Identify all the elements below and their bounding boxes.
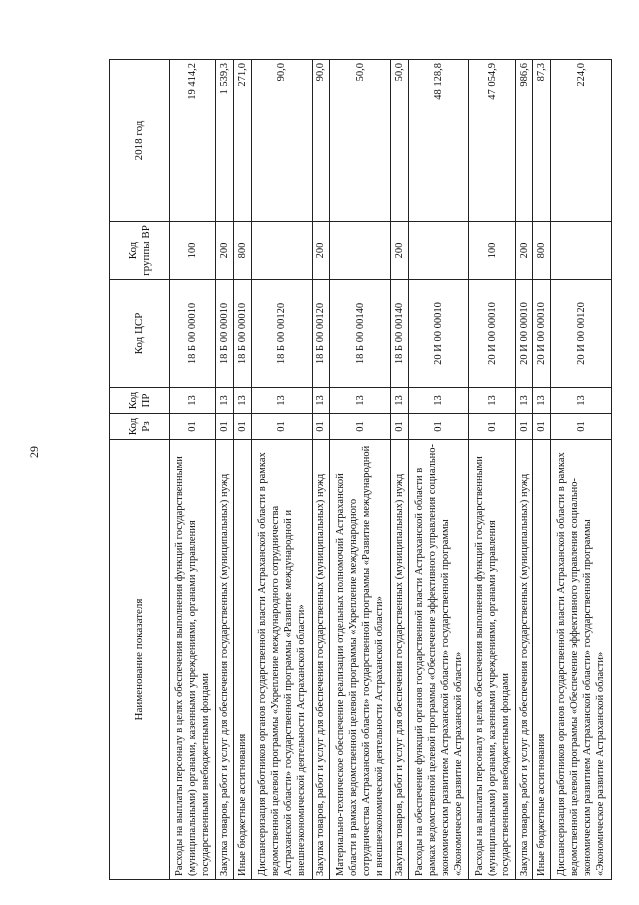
table-row xyxy=(533,60,551,880)
row-pr: 13 xyxy=(408,388,469,414)
row-pr: 13 xyxy=(234,388,252,414)
row-name: Закупка товаров, работ и услуг для обеспечения государственных (муниципальных) нужд xyxy=(312,440,330,880)
row-csr: 18 Б 00 00140 xyxy=(330,280,391,388)
table-row xyxy=(170,60,216,880)
row-amount: 90,0 xyxy=(251,60,312,222)
row-amount: 48 128,8 xyxy=(408,60,469,222)
page-number: 29 xyxy=(27,446,41,458)
header-csr: Код ЦСР xyxy=(110,280,170,388)
budget-table xyxy=(109,59,612,880)
table-row xyxy=(551,60,612,880)
row-vr xyxy=(251,222,312,280)
row-name: Расходы на выплаты персоналу в целях обеспечения выполнения функций государственными (муниципальными) органами, казенными учреждениями, органами управления государственными внебюджетными фондами xyxy=(170,440,216,880)
table-row xyxy=(251,60,312,880)
row-pr: 13 xyxy=(533,388,551,414)
table-row xyxy=(390,60,408,880)
header-name: Наименование показателя xyxy=(110,440,170,880)
row-name: Закупка товаров, работ и услуг для обеспечения государственных (муниципальных) нужд xyxy=(515,440,533,880)
header-pr: Код ПР xyxy=(110,388,170,414)
row-name: Расходы на обеспечение функций органов государственной власти Астраханской области в рамках ведомственной целевой программы «Обеспечение эффективного управления социально-экономическим развитием Астраханской области» государственной программы «Экономическое развитие Астраханской области» xyxy=(408,440,469,880)
row-amount: 87,3 xyxy=(533,60,551,222)
row-vr: 100 xyxy=(469,222,515,280)
row-name: Иные бюджетные ассигнования xyxy=(533,440,551,880)
row-amount: 47 054,9 xyxy=(469,60,515,222)
row-vr: 100 xyxy=(170,222,216,280)
row-vr xyxy=(408,222,469,280)
table-row xyxy=(408,60,469,880)
row-name: Закупка товаров, работ и услуг для обеспечения государственных (муниципальных) нужд xyxy=(390,440,408,880)
row-csr: 18 Б 00 00140 xyxy=(390,280,408,388)
row-csr: 18 Б 00 00120 xyxy=(251,280,312,388)
row-amount: 271,0 xyxy=(234,60,252,222)
row-amount: 986,6 xyxy=(515,60,533,222)
row-csr: 20 И 00 00010 xyxy=(408,280,469,388)
header-year: 2018 год xyxy=(110,60,170,222)
header-rz: Код Рз xyxy=(110,414,170,440)
row-csr: 20 И 00 00010 xyxy=(533,280,551,388)
table-header-row xyxy=(110,60,170,880)
table-row xyxy=(515,60,533,880)
row-vr: 200 xyxy=(390,222,408,280)
row-csr: 18 Б 00 00010 xyxy=(170,280,216,388)
row-vr: 800 xyxy=(533,222,551,280)
row-csr: 20 И 00 00120 xyxy=(551,280,612,388)
row-rz: 01 xyxy=(390,414,408,440)
row-rz: 01 xyxy=(216,414,234,440)
row-rz: 01 xyxy=(551,414,612,440)
row-amount: 50,0 xyxy=(330,60,391,222)
row-vr: 200 xyxy=(515,222,533,280)
row-amount: 1 539,3 xyxy=(216,60,234,222)
table-row xyxy=(312,60,330,880)
row-pr: 13 xyxy=(251,388,312,414)
row-vr: 800 xyxy=(234,222,252,280)
row-pr: 13 xyxy=(551,388,612,414)
row-pr: 13 xyxy=(469,388,515,414)
row-csr: 18 Б 00 00120 xyxy=(312,280,330,388)
row-rz: 01 xyxy=(170,414,216,440)
row-vr xyxy=(551,222,612,280)
row-name: Расходы на выплаты персоналу в целях обеспечения выполнения функций государственными (муниципальными) органами, казенными учреждениями, органами управления государственными внебюджетными фондами xyxy=(469,440,515,880)
row-amount: 50,0 xyxy=(390,60,408,222)
table-row xyxy=(216,60,234,880)
row-amount: 19 414,2 xyxy=(170,60,216,222)
row-vr xyxy=(330,222,391,280)
table-body xyxy=(170,60,612,880)
header-vr: Код группы ВР xyxy=(110,222,170,280)
row-pr: 13 xyxy=(312,388,330,414)
row-name: Диспансеризация работников органов государственной власти Астраханской области в рамках ведомственной целевой программы «Обеспечение эффективного управления социально-экономическим развитием Астраханской области» государственной программы «Экономическое развитие Астраханской области» xyxy=(551,440,612,880)
row-name: Закупка товаров, работ и услуг для обеспечения государственных (муниципальных) нужд xyxy=(216,440,234,880)
row-rz: 01 xyxy=(408,414,469,440)
row-vr: 200 xyxy=(216,222,234,280)
row-name: Диспансеризация работников органов государственной власти Астраханской области в рамках ведомственной целевой программы «Укрепление международного сотрудничества Астраханской области» государственной программы «Развитие международной и внешнеэкономической деятельности Астраханской области» xyxy=(251,440,312,880)
row-rz: 01 xyxy=(312,414,330,440)
row-csr: 20 И 00 00010 xyxy=(469,280,515,388)
row-rz: 01 xyxy=(515,414,533,440)
row-pr: 13 xyxy=(330,388,391,414)
rotated-table-container xyxy=(109,60,612,880)
row-amount: 224,0 xyxy=(551,60,612,222)
table-row xyxy=(234,60,252,880)
row-rz: 01 xyxy=(251,414,312,440)
row-pr: 13 xyxy=(170,388,216,414)
row-pr: 13 xyxy=(390,388,408,414)
row-csr: 18 Б 00 00010 xyxy=(234,280,252,388)
table-row xyxy=(469,60,515,880)
table-row xyxy=(330,60,391,880)
row-rz: 01 xyxy=(234,414,252,440)
row-csr: 20 И 00 00010 xyxy=(515,280,533,388)
row-vr: 200 xyxy=(312,222,330,280)
row-rz: 01 xyxy=(533,414,551,440)
row-amount: 90,0 xyxy=(312,60,330,222)
row-name: Иные бюджетные ассигнования xyxy=(234,440,252,880)
row-pr: 13 xyxy=(216,388,234,414)
row-pr: 13 xyxy=(515,388,533,414)
row-rz: 01 xyxy=(469,414,515,440)
row-rz: 01 xyxy=(330,414,391,440)
row-name: Материально-техническое обеспечение реализации отдельных полномочий Астраханской области в рамках ведомственной целевой программы «Укрепление международного сотрудничества Астраханской области» государственной программы «Развитие международной и внешнеэкономической деятельности Астраханской области» xyxy=(330,440,391,880)
row-csr: 18 Б 00 00010 xyxy=(216,280,234,388)
